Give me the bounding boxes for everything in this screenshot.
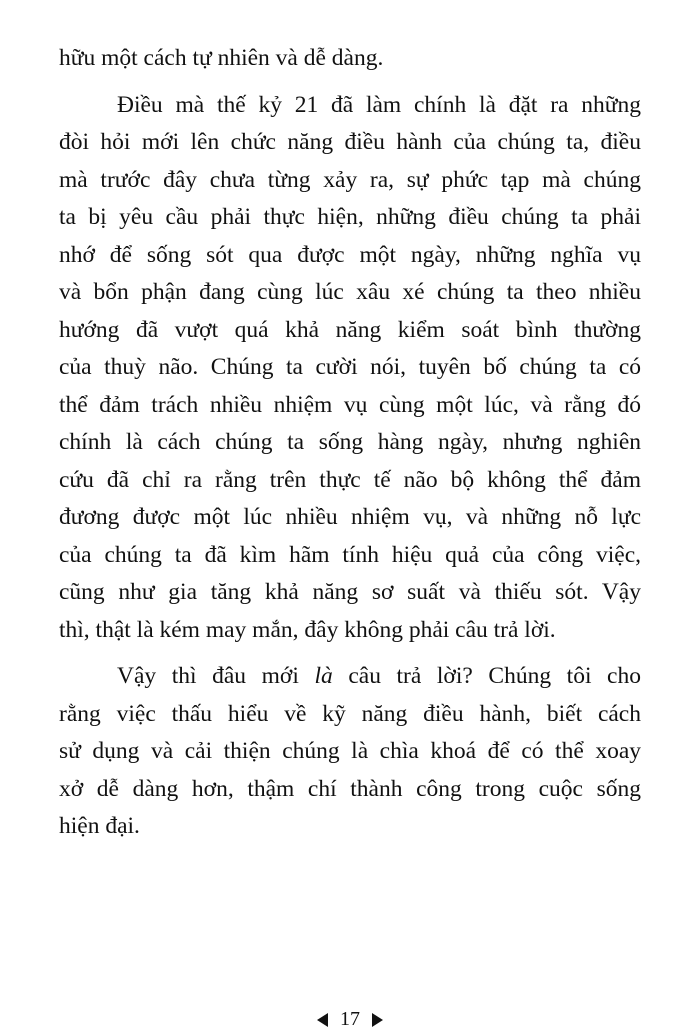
text-line: sử dụng và cải thiện chúng là chìa khoá để có thể xoay <box>59 738 641 764</box>
text-line: thì, thật là kém may mắn, đây không phải câu trả lời. <box>59 616 556 643</box>
page-number: 17 <box>340 1008 360 1030</box>
text-line: thể đảm trách nhiều nhiệm vụ cùng một lúc, và rằng đó <box>59 391 641 418</box>
text-line: hữu một cách tự nhiên và dễ dàng. <box>59 45 384 71</box>
text-line: của chúng ta đã kìm hãm tính hiệu quả của công việc, <box>59 541 641 568</box>
text-line: ta bị yêu cầu phải thực hiện, những điều chúng ta phải <box>59 204 641 230</box>
text-line: đương được một lúc nhiều nhiệm vụ, và những nỗ lực <box>59 504 641 530</box>
text-line: Vậy thì đâu mới là câu trả lời? Chúng tôi cho <box>117 663 641 689</box>
text-line: đòi hỏi mới lên chức năng điều hành của chúng ta, điều <box>59 129 641 155</box>
text-line: hướng đã vượt quá khả năng kiểm soát bình thường <box>59 316 641 343</box>
text-line: cũng như gia tăng khả năng sơ suất và thiếu sót. Vậy <box>59 579 641 605</box>
text-line: nhớ để sống sót qua được một ngày, những nghĩa vụ <box>59 241 641 268</box>
text-line: của thuỳ não. Chúng ta cười nói, tuyên bố chúng ta có <box>59 354 641 380</box>
paragraph-2 <box>59 87 641 650</box>
text-line: chính là cách chúng ta sống hàng ngày, nhưng nghiên <box>59 429 641 455</box>
text-line: rằng việc thấu hiểu về kỹ năng điều hành, biết cách <box>59 700 641 727</box>
text-line: Điều mà thế kỷ 21 đã làm chính là đặt ra những <box>117 91 641 118</box>
text-line: và bổn phận đang cùng lúc xâu xé chúng ta theo nhiều <box>59 279 641 305</box>
text-line: mà trước đây chưa từng xảy ra, sự phức tạp mà chúng <box>59 166 641 193</box>
text-line: cứu đã chỉ ra rằng trên thực tế não bộ không thể đảm <box>59 466 641 493</box>
text-line: xở dễ dàng hơn, thậm chí thành công trong cuộc sống <box>59 775 641 802</box>
page-footer <box>0 1008 700 1031</box>
right-triangle-icon[interactable] <box>372 1013 383 1027</box>
page-body <box>59 40 641 846</box>
text-line: hiện đại. <box>59 813 140 839</box>
left-triangle-icon[interactable] <box>317 1013 328 1027</box>
paragraph-3 <box>59 658 641 846</box>
paragraph-1 <box>59 40 641 78</box>
emphasis-text: là <box>314 663 333 689</box>
